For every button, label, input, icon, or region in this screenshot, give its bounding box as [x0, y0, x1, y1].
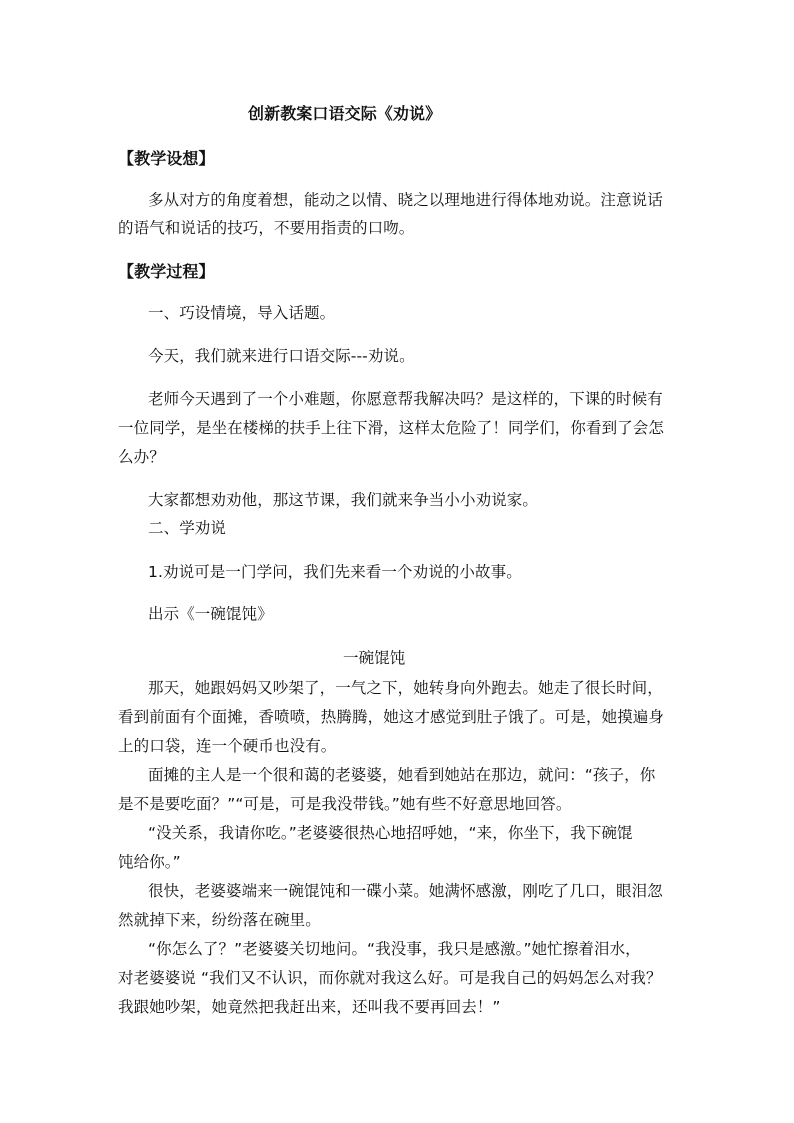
intro-paragraph: 今天，我们就来进行口语交际---劝说。 [148, 347, 415, 365]
closing-paragraph: 大家都想劝劝他，那这节课，我们就来争当小小劝说家。 [148, 491, 539, 509]
part2-heading: 二、学劝说 [148, 519, 227, 537]
story-line-3: 上的口袋，连一个硬币也没有。 [118, 737, 337, 755]
story-line-11: 对老婆婆说 “我们又不认识，而你就对我这么好。可是我自己的妈妈怎么对我？ [118, 969, 662, 987]
section-heading-process: 【教学过程】 [118, 262, 215, 281]
design-paragraph-line-1: 多从对方的角度着想，能动之以情、晓之以理地进行得体地劝说。注意说话 [148, 191, 663, 209]
story-line-7: 饨给你。” [118, 853, 181, 871]
scenario-paragraph-line-3: 么办？ [118, 448, 165, 466]
story-line-8: 很快，老婆婆端来一碗馄饨和一碟小菜。她满怀感激，刚吃了几口，眼泪忽 [148, 882, 663, 900]
show-story-label: 出示《一碗馄饨》 [148, 605, 273, 623]
part1-heading: 一、巧设情境，导入话题。 [148, 304, 336, 322]
story-line-5: 是不是要吃面？”“可是，可是我没带钱。”她有些不好意思地回答。 [118, 795, 572, 813]
page-title: 创新教案口语交际《劝说》 [248, 104, 442, 123]
scenario-paragraph-line-2: 一位同学，是坐在楼梯的扶手上往下滑，这样太危险了！同学们，你看到了会怎 [118, 419, 665, 437]
story-title: 一碗馄饨 [343, 649, 406, 667]
story-line-1: 那天，她跟妈妈又吵架了，一气之下，她转身向外跑去。她走了很长时间， [148, 679, 663, 697]
scenario-paragraph-line-1: 老师今天遇到了一个小难题，你愿意帮我解决吗？是这样的，下课的时候有 [148, 390, 663, 408]
story-line-4: 面摊的主人是一个很和蔼的老婆婆，她看到她站在那边，就问：“孩子，你 [148, 766, 656, 784]
section-heading-design: 【教学设想】 [118, 149, 215, 168]
story-line-2: 看到前面有个面摊，香喷喷，热腾腾，她这才感觉到肚子饿了。可是，她摸遍身 [118, 708, 665, 726]
step1-paragraph: 1.劝说可是一门学问，我们先来看一个劝说的小故事。 [148, 563, 522, 581]
story-line-10: “你怎么了？”老婆婆关切地问。“我没事，我只是感激。”她忙擦着泪水， [148, 940, 641, 958]
story-line-12: 我跟她吵架，她竟然把我赶出来，还叫我不要再回去！” [118, 998, 501, 1016]
story-line-6: “没关系，我请你吃。”老婆婆很热心地招呼她，“来，你坐下，我下碗馄 [148, 824, 633, 842]
story-line-9: 然就掉下来，纷纷落在碗里。 [118, 911, 321, 929]
design-paragraph-line-2: 的语气和说话的技巧，不要用指责的口吻。 [118, 219, 415, 237]
